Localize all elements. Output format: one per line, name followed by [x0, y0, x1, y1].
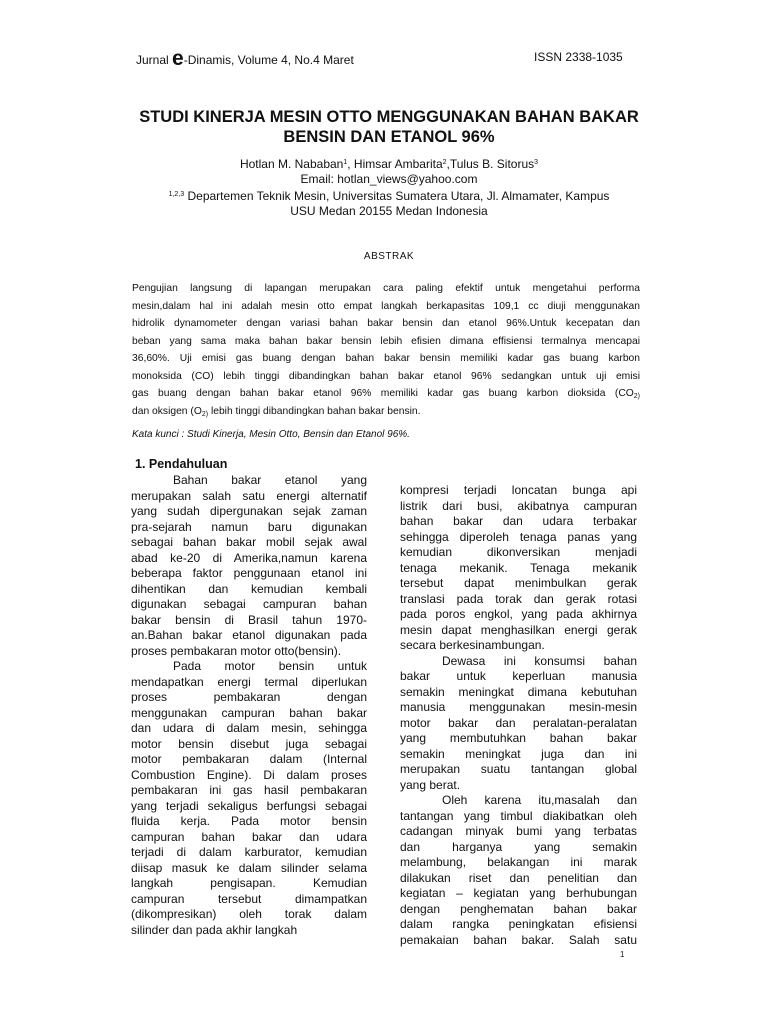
title-line: STUDI KINERJA MESIN OTTO MENGGUNAKAN BAHAN BAKAR	[139, 108, 639, 126]
text-line: sehingga diperoleh tenaga panas yang	[400, 529, 637, 544]
text-line: secara berkesinambungan.	[400, 638, 545, 652]
text-line: campuran bahan bakar dan udara	[131, 829, 367, 844]
text-line: silinder dan pada akhir langkah	[131, 922, 298, 937]
text-line: langkah pengisapan. Kemudian	[131, 876, 367, 890]
text-line: semakin meningkat dimana kebutuhan	[400, 684, 637, 699]
affiliation-line-2: USU Medan 20155 Medan Indonesia	[290, 204, 488, 218]
text-line: merupakan suatu tantangan global	[400, 762, 637, 776]
text-line: proses pembakaran dengan	[131, 690, 367, 704]
abstract-line-tail: lebih tinggi dibandingkan bahan bakar bensin.	[208, 405, 421, 417]
abstract-line: 36,60%. Uji emisi gas buang dengan bahan bakar bensin memiliki kadar gas buang karbon	[132, 353, 640, 364]
journal-e-logo: e	[172, 47, 184, 70]
text-line: bakar bensin di Brasil tahun 1970-	[131, 612, 367, 627]
abstract-line-text: dan oksigen (O	[132, 405, 202, 417]
text-line: proses pembakaran motor otto(bensin).	[131, 643, 342, 658]
abstract-line: hidrolik dynamometer dengan variasi bahan bakar bensin dan etanol 96%.Untuk kecepatan dan	[132, 318, 640, 329]
text-line: Pada motor bensin untuk	[173, 659, 367, 673]
affiliation-sup: 1,2,3	[168, 191, 185, 198]
author-1-sup: 1	[343, 159, 348, 166]
section-heading: 1. Pendahuluan	[135, 457, 228, 471]
abstract-line	[132, 385, 640, 403]
text-line: an.Bahan bakar etanol digunakan pada	[131, 628, 367, 642]
text-line: yang membutuhkan bahan bakar	[400, 731, 637, 745]
text-line: pra-sejarah namun baru digunakan	[131, 519, 367, 534]
affiliation-text-1: Departemen Teknik Mesin, Universitas Sumatera Utara, Jl. Almamater, Kampus	[184, 189, 610, 203]
text-line: translasi pada torak dan gerak rotasi	[400, 591, 637, 606]
text-line: dalam rangka peningkatan efisiensi	[400, 917, 637, 931]
text-line: diisap masuk ke dalam silinder selama	[131, 860, 367, 875]
text-line: pemakaian bahan bakar. Salah satu	[400, 932, 637, 947]
page-number: 1	[620, 950, 625, 959]
right-column	[400, 483, 637, 948]
issn: ISSN 2338-1035	[534, 50, 623, 64]
text-line: terjadi di dalam karburator, kemudian	[131, 845, 367, 859]
text-line: dan udara di dalam mesin, sehingga	[131, 721, 367, 735]
text-line: sebagai bahan bakar mobil sejak awal	[131, 535, 367, 549]
text-line: Dewasa ini konsumsi bahan	[442, 653, 637, 668]
text-line: dihentikan dan kemudian kembali	[131, 581, 367, 596]
author-3-sup: 3	[534, 159, 539, 166]
journal-volume: -Dinamis, Volume 4, No.4 Maret	[183, 53, 354, 67]
text-line: motor bakar dan peralatan-peralatan	[400, 715, 637, 730]
text-line: motor bensin disebut juga sebagai	[131, 736, 367, 751]
text-line: (dikompresikan) oleh torak dalam	[131, 907, 367, 921]
abstract-heading: ABSTRAK	[363, 251, 415, 262]
author-email: Email: hotlan_views@yahoo.com	[300, 172, 478, 186]
text-line: tersebut dapat menimbulkan gerak	[400, 576, 637, 590]
abstract-line	[132, 403, 640, 421]
text-line: semakin meningkat juga dan ini	[400, 746, 637, 761]
text-line: kemudian dikonversikan menjadi	[400, 545, 637, 559]
text-line: merupakan salah satu energi alternatif	[131, 488, 367, 503]
text-line: listrik dari busi, akibatnya campuran	[400, 498, 637, 513]
author-names	[90, 156, 688, 172]
text-line: beberapa faktor penggunaan etanol ini	[131, 566, 367, 580]
text-line: yang sudah dipergunakan sejak zaman	[131, 504, 367, 518]
text-line: pada poros engkol, yang pada akhirnya	[400, 607, 637, 621]
text-line: digunakan sebagai campuran bahan	[131, 597, 367, 611]
text-line: melambung, belakangan ini marak	[400, 855, 637, 869]
abstract-line-text: gas buang dengan bahan bakar etanol 96% memiliki kadar gas buang karbon dioksida (CO	[132, 388, 634, 399]
abstract-body	[132, 280, 640, 420]
text-line: cadangan minyak bumi yang terbatas	[400, 824, 637, 838]
author-2-sup: 2	[442, 159, 447, 166]
text-line: yang terjadi sekaligus berfungsi sebagai	[131, 798, 367, 813]
journal-prefix: Jurnal	[136, 53, 173, 67]
journal-header	[136, 47, 354, 71]
text-line: fluida kerja. Pada motor bensin	[131, 814, 367, 828]
text-line: tenaga mekanik. Tenaga mekanik	[400, 560, 637, 575]
text-line: dengan penghematan bahan bakar	[400, 901, 637, 916]
paper-title	[90, 107, 688, 147]
text-line: dilakukan riset dan penelitian dan	[400, 870, 637, 885]
abstract-line: Pengujian langsung di lapangan merupakan cara paling efektif untuk mengetahui performa	[132, 283, 640, 294]
text-line: Oleh karena itu,masalah dan	[442, 793, 637, 807]
text-line: kegiatan – kegiatan yang berhubungan	[400, 886, 637, 900]
left-column	[131, 473, 367, 938]
title-line: BENSIN DAN ETANOL 96%	[283, 128, 495, 146]
text-line: manusia menggunakan mesin-mesin	[400, 700, 637, 714]
text-line: bahan bakar dan udara terbakar	[400, 514, 637, 528]
affiliation-line-1	[90, 188, 688, 204]
text-line: bakar untuk keperluan manusia	[400, 669, 637, 683]
text-line: tantangan yang timbul diakibatkan oleh	[400, 808, 637, 823]
text-line: Combustion Engine). Di dalam proses	[131, 767, 367, 782]
author-2: , Himsar Ambarita	[347, 157, 443, 171]
text-line: mendapatkan energi termal diperlukan	[131, 674, 367, 689]
author-1: Hotlan M. Nababan	[239, 157, 344, 171]
o2-subscript: 2)	[201, 410, 209, 418]
text-line: dan harganya yang semakin	[400, 839, 637, 854]
keywords: Kata kunci : Studi Kinerja, Mesin Otto, Bensin dan Etanol 96%.	[132, 429, 410, 440]
abstract-line: beban yang sama maka bahan bakar bensin lebih efisien dimana effisiensi termalnya mencapai	[132, 335, 640, 347]
author-3: ,Tulus B. Sitorus	[446, 157, 535, 171]
text-line: yang berat.	[400, 777, 461, 792]
text-line: motor pembakaran dalam (Internal	[131, 752, 367, 766]
text-line: menggunakan campuran bahan bakar	[131, 705, 367, 720]
text-line: mesin dapat menghasilkan energi gerak	[400, 622, 637, 637]
abstract-line: mesin,dalam hal ini adalah mesin otto empat langkah berkapasitas 109,1 cc diuji menggunakan	[132, 300, 640, 312]
abstract-line: monoksida (CO) lebih tinggi dibandingkan bahan bakar etanol 96% sedangkan untuk uji emisi	[132, 370, 640, 382]
co2-subscript: 2)	[633, 393, 640, 400]
author-block	[90, 156, 688, 220]
text-line: kompresi terjadi loncatan bunga api	[400, 483, 637, 497]
text-line: Bahan bakar etanol yang	[173, 473, 367, 487]
text-line: campuran tersebut dimampatkan	[131, 891, 367, 906]
text-line: abad ke-20 di Amerika,namun karena	[131, 550, 367, 565]
text-line: pembakaran ini gas hasil pembakaran	[131, 783, 367, 797]
